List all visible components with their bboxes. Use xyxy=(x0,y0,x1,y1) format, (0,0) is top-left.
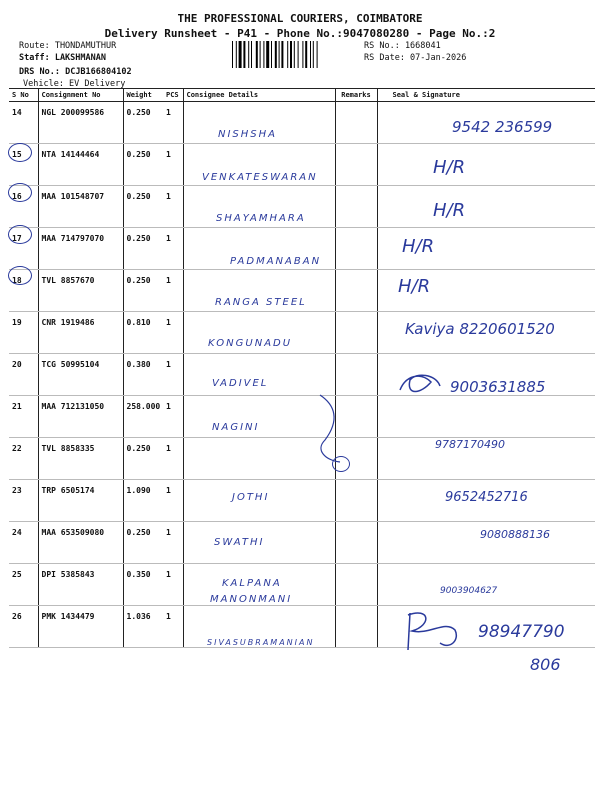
drs-label: DRS No.: xyxy=(19,67,60,77)
cell-consignment: TVL 8858335 xyxy=(38,438,123,480)
cell-pcs: 1 xyxy=(163,312,183,354)
header-signature: Seal & Signature xyxy=(377,89,595,102)
cell-sno: 26 xyxy=(9,606,38,648)
cell-pcs: 1 xyxy=(163,438,183,480)
handwritten-signature: 9787170490 xyxy=(435,438,505,451)
handwritten-consignee: NAGINI xyxy=(212,422,260,433)
cell-remarks xyxy=(335,522,377,564)
handwritten-consignee: JOTHI xyxy=(232,492,270,503)
cell-consignment: CNR 1919486 xyxy=(38,312,123,354)
cell-sno: 25 xyxy=(9,564,38,606)
cell-weight: 0.250 xyxy=(123,438,163,480)
pen-signature-mark xyxy=(400,605,470,655)
handwritten-consignee: SIVASUBRAMANIAN xyxy=(207,638,315,647)
drs-number xyxy=(19,66,132,78)
cell-signature xyxy=(377,144,595,186)
handwritten-consignee: KONGUNADU xyxy=(208,338,293,349)
handwritten-consignee: SHAYAMHARA xyxy=(216,213,306,224)
cell-weight: 258.000 xyxy=(123,396,163,438)
cell-sno: 24 xyxy=(9,522,38,564)
handwritten-signature: 9080888136 xyxy=(480,528,550,541)
cell-signature xyxy=(377,564,595,606)
pen-circle-mark xyxy=(8,183,32,202)
handwritten-signature: H/R xyxy=(398,276,431,297)
staff-text: Staff: LAKSHMANAN xyxy=(19,53,106,63)
cell-weight: 0.250 xyxy=(123,186,163,228)
cell-consignment: PMK 1434479 xyxy=(38,606,123,648)
header-consignee: Consignee Details xyxy=(183,89,335,102)
cell-weight: 0.250 xyxy=(123,270,163,312)
handwritten-signature: 9003631885 xyxy=(450,378,546,396)
cell-consignment: TCG 50995104 xyxy=(38,354,123,396)
rs-date: RS Date: 07-Jan-2026 xyxy=(364,53,467,63)
pen-squiggle-mark xyxy=(300,390,350,470)
handwritten-consignee: VENKATESWARAN xyxy=(202,172,318,183)
cell-sno: 15 xyxy=(9,144,38,186)
cell-pcs: 1 xyxy=(163,480,183,522)
cell-weight: 0.250 xyxy=(123,144,163,186)
cell-remarks xyxy=(335,270,377,312)
pen-circle-mark xyxy=(8,266,32,285)
cell-pcs: 1 xyxy=(163,186,183,228)
cell-remarks xyxy=(335,312,377,354)
handwritten-signature: 9003904627 xyxy=(440,586,498,596)
handwritten-consignee: SWATHI xyxy=(214,537,265,548)
cell-pcs: 1 xyxy=(163,354,183,396)
cell-pcs: 1 xyxy=(163,228,183,270)
cell-sno: 16 xyxy=(9,186,38,228)
cell-remarks xyxy=(335,564,377,606)
company-title: THE PROFESSIONAL COURIERS, COIMBATORE xyxy=(177,12,423,25)
cell-pcs: 1 xyxy=(163,144,183,186)
cell-pcs: 1 xyxy=(163,102,183,144)
cell-sno: 14 xyxy=(9,102,38,144)
rs-number: RS No.: 1668041 xyxy=(364,41,441,51)
cell-pcs: 1 xyxy=(163,396,183,438)
cell-sno: 21 xyxy=(9,396,38,438)
cell-weight: 1.036 xyxy=(123,606,163,648)
cell-pcs: 1 xyxy=(163,564,183,606)
runsheet-meta-right xyxy=(364,40,466,64)
cell-pcs: 1 xyxy=(163,606,183,648)
drs-value: DCJB166804102 xyxy=(65,67,132,77)
cell-remarks xyxy=(335,606,377,648)
header-pcs: PCS xyxy=(163,89,183,102)
cell-remarks xyxy=(335,480,377,522)
cell-consignment: NTA 14144464 xyxy=(38,144,123,186)
cell-consignment: DPI 5385843 xyxy=(38,564,123,606)
pen-scribble-mark xyxy=(396,370,446,400)
handwritten-signature: 806 xyxy=(530,655,561,674)
cell-consignment: TVL 8857670 xyxy=(38,270,123,312)
table-header-row xyxy=(9,89,595,102)
pen-circle-mark xyxy=(8,143,32,162)
handwritten-consignee: RANGA STEEL xyxy=(215,297,307,308)
cell-consignment: MAA 714797070 xyxy=(38,228,123,270)
handwritten-consignee: PADMANABAN xyxy=(230,256,322,267)
cell-signature xyxy=(377,186,595,228)
header-remarks: Remarks xyxy=(335,89,377,102)
cell-remarks xyxy=(335,144,377,186)
cell-remarks xyxy=(335,186,377,228)
cell-remarks xyxy=(335,102,377,144)
header-consignment: Consignment No xyxy=(38,89,123,102)
pen-circle-mark xyxy=(8,225,32,244)
handwritten-signature: H/R xyxy=(433,200,466,221)
route-text: Route: THONDAMUTHUR xyxy=(19,41,117,51)
cell-consignment: TRP 6505174 xyxy=(38,480,123,522)
handwritten-signature: H/R xyxy=(433,157,466,178)
runsheet-title: Delivery Runsheet - P41 - Phone No.:9047080280 - Page No.:2 xyxy=(104,27,496,40)
handwritten-signature: H/R xyxy=(402,236,435,257)
cell-consignment: NGL 200099586 xyxy=(38,102,123,144)
cell-sno: 23 xyxy=(9,480,38,522)
handwritten-consignee: VADIVEL xyxy=(212,378,269,389)
cell-weight: 0.350 xyxy=(123,564,163,606)
cell-weight: 0.810 xyxy=(123,312,163,354)
cell-weight: 0.250 xyxy=(123,228,163,270)
handwritten-signature: Kaviya 8220601520 xyxy=(405,320,555,338)
handwritten-consignee: KALPANA xyxy=(222,578,282,589)
cell-signature xyxy=(377,396,595,438)
handwritten-consignee: NISHSHA xyxy=(218,129,278,140)
cell-sno: 19 xyxy=(9,312,38,354)
header-weight: Weight xyxy=(123,89,163,102)
handwritten-signature: 9652452716 xyxy=(445,490,528,505)
cell-weight: 0.380 xyxy=(123,354,163,396)
cell-weight: 1.090 xyxy=(123,480,163,522)
table-row xyxy=(9,564,595,606)
cell-consignment: MAA 712131050 xyxy=(38,396,123,438)
handwritten-signature: 9542 236599 xyxy=(452,118,553,136)
cell-weight: 0.250 xyxy=(123,102,163,144)
handwritten-consignee: MANONMANI xyxy=(210,594,293,605)
cell-sno: 18 xyxy=(9,270,38,312)
cell-weight: 0.250 xyxy=(123,522,163,564)
cell-pcs: 1 xyxy=(163,522,183,564)
cell-remarks xyxy=(335,228,377,270)
cell-pcs: 1 xyxy=(163,270,183,312)
cell-sno: 17 xyxy=(9,228,38,270)
header-sno: S No xyxy=(9,89,38,102)
cell-consignment: MAA 653509080 xyxy=(38,522,123,564)
handwritten-signature: 98947790 xyxy=(478,622,565,642)
cell-sno: 20 xyxy=(9,354,38,396)
vehicle-text: Vehicle: EV Delivery xyxy=(23,79,126,89)
barcode-image xyxy=(232,41,359,68)
cell-sno: 22 xyxy=(9,438,38,480)
runsheet-meta-left xyxy=(19,40,132,90)
cell-consignment: MAA 101548707 xyxy=(38,186,123,228)
